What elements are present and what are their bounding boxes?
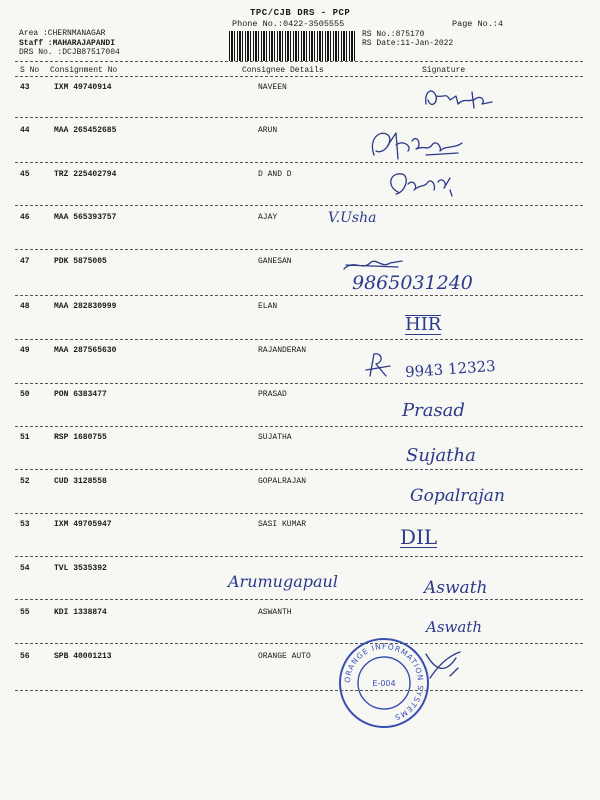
table-row xyxy=(0,83,600,93)
table-row xyxy=(0,126,600,136)
divider xyxy=(15,162,583,163)
table-row xyxy=(0,213,600,223)
divider xyxy=(15,469,583,470)
row-consignee: ORANGE AUTO xyxy=(258,652,311,661)
col-header-consignee: Consignee Details xyxy=(242,66,324,75)
sheet-title: TPC/CJB DRS - PCP xyxy=(250,8,351,18)
row-consignment: PDK 5875005 xyxy=(54,257,107,266)
table-row xyxy=(0,433,600,443)
divider xyxy=(15,249,583,250)
area-field: Area :CHERNMANAGAR xyxy=(19,29,106,38)
row-sno: 43 xyxy=(20,83,30,92)
row-sno: 48 xyxy=(20,302,30,311)
signature-53: DIL xyxy=(400,525,438,549)
row-sno: 56 xyxy=(20,652,30,661)
row-consignment: TVL 3535392 xyxy=(54,564,107,573)
table-row xyxy=(0,170,600,180)
row-consignment: IXM 49705947 xyxy=(54,520,112,529)
divider xyxy=(15,295,583,296)
divider xyxy=(15,556,583,557)
row-consignment: MAA 287565630 xyxy=(54,346,117,355)
signature-48: HIR xyxy=(405,314,442,335)
col-header-signature: Signature xyxy=(422,66,466,75)
staff-field: Staff :MAHARAJAPANDI xyxy=(19,39,116,48)
table-row xyxy=(0,652,600,662)
signature-49-number: 9943 12323 xyxy=(404,356,497,382)
divider xyxy=(15,513,583,514)
row-consignment: SPB 40001213 xyxy=(54,652,112,661)
page-number: Page No.:4 xyxy=(452,19,504,29)
barcode xyxy=(229,31,357,61)
divider xyxy=(15,599,583,600)
row-consignee: SUJATHA xyxy=(258,433,292,442)
table-row xyxy=(0,477,600,487)
row-consignee: PRASAD xyxy=(258,390,287,399)
rs-date: RS Date:11-Jan-2022 xyxy=(362,39,454,48)
row-consignee: ELAN xyxy=(258,302,278,311)
signature-52: Gopalrajan xyxy=(410,486,505,506)
seal-text: ORANGE INFORMATION SYSTEMS xyxy=(342,641,426,723)
row-consignee: ARUN xyxy=(258,126,278,135)
row-consignment: MAA 565393757 xyxy=(54,213,117,222)
row-sno: 53 xyxy=(20,520,30,529)
signature-51: Sujatha xyxy=(406,445,476,466)
table-row xyxy=(0,390,600,400)
signature-47-number: 9865031240 xyxy=(352,272,473,294)
row-consignment: IXM 49740914 xyxy=(54,83,112,92)
divider xyxy=(15,426,583,427)
row-sno: 47 xyxy=(20,257,30,266)
row-consignment: MAA 282830999 xyxy=(54,302,117,311)
divider xyxy=(15,339,583,340)
divider xyxy=(15,117,583,118)
phone-number: Phone No.:0422-3505555 xyxy=(232,19,345,29)
row-consignee: AJAY xyxy=(258,213,278,222)
signature-46: V.Usha xyxy=(328,210,377,226)
divider xyxy=(15,76,583,77)
signature-50: Prasad xyxy=(402,400,465,421)
table-row xyxy=(0,520,600,530)
row-sno: 55 xyxy=(20,608,30,617)
seal-code: E-004 xyxy=(372,679,396,688)
signature-55: Aswath xyxy=(426,618,483,636)
row-sno: 46 xyxy=(20,213,30,222)
rs-number: RS No.:875170 xyxy=(362,30,425,39)
row-consignment: KDI 1338874 xyxy=(54,608,107,617)
divider xyxy=(15,61,583,62)
row-consignee: ASWANTH xyxy=(258,608,292,617)
col-header-sno: S No xyxy=(20,66,40,75)
row-sno: 51 xyxy=(20,433,30,442)
divider xyxy=(15,643,583,644)
row-consignee: GOPALRAJAN xyxy=(258,477,307,486)
row-consignment: PON 6383477 xyxy=(54,390,107,399)
company-seal xyxy=(336,635,432,731)
drs-number: DRS No. :DCJB87517004 xyxy=(19,48,120,57)
row-consignment: CUD 3128558 xyxy=(54,477,107,486)
table-row xyxy=(0,302,600,312)
row-sno: 50 xyxy=(20,390,30,399)
row-consignment: MAA 265452685 xyxy=(54,126,117,135)
divider xyxy=(15,205,583,206)
row-consignment: RSP 1680755 xyxy=(54,433,107,442)
row-sno: 49 xyxy=(20,346,30,355)
table-row xyxy=(0,346,600,356)
row-sno: 44 xyxy=(20,126,30,135)
row-consignee: RAJANDERAN xyxy=(258,346,307,355)
divider xyxy=(15,690,583,691)
row-consignment: TRZ 225402794 xyxy=(54,170,117,179)
row-consignee: GANESAN xyxy=(258,257,292,266)
signature-54-left: Arumugapaul xyxy=(228,572,338,591)
row-consignee: D AND D xyxy=(258,170,292,179)
table-row xyxy=(0,257,600,267)
row-sno: 54 xyxy=(20,564,30,573)
row-consignee: SASI KUMAR xyxy=(258,520,307,529)
row-sno: 52 xyxy=(20,477,30,486)
table-row xyxy=(0,608,600,618)
divider xyxy=(15,383,583,384)
signature-54-right: Aswath xyxy=(424,578,488,598)
col-header-consignment: Consignment No xyxy=(50,66,118,75)
row-consignee: NAVEEN xyxy=(258,83,287,92)
row-sno: 45 xyxy=(20,170,30,179)
